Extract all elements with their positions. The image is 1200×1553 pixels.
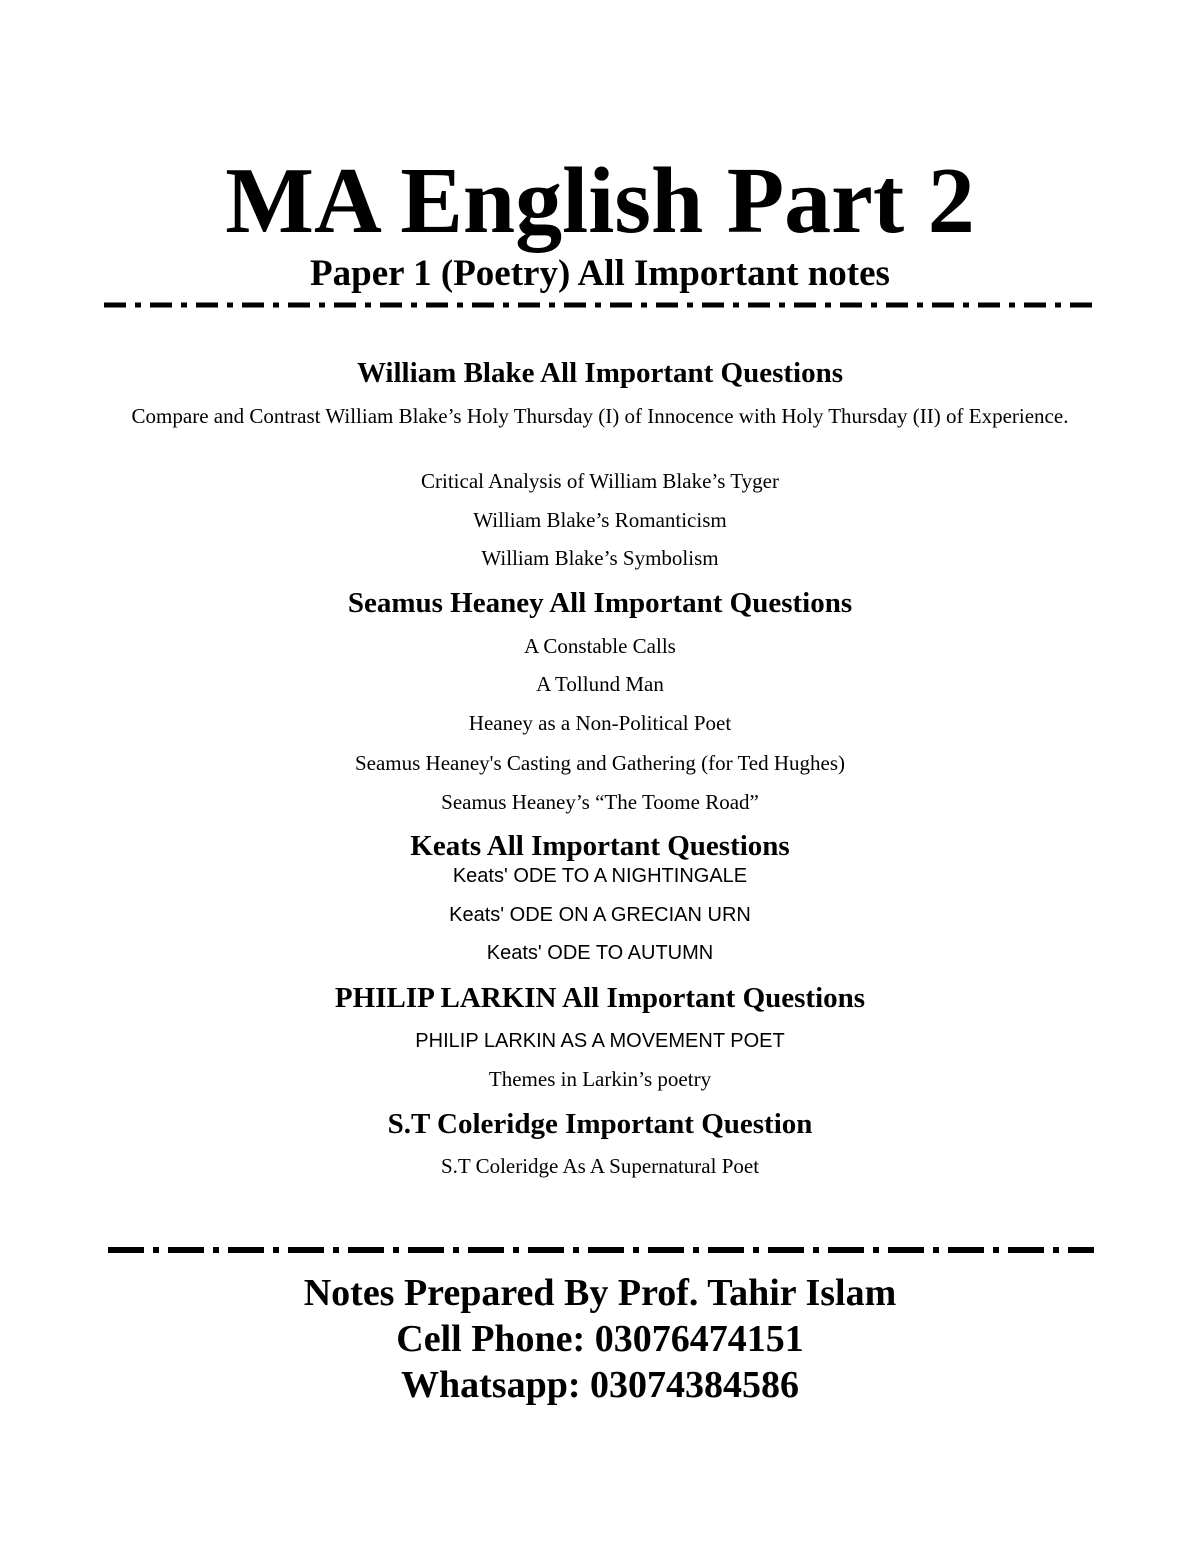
list-item: PHILIP LARKIN AS A MOVEMENT POET: [415, 1030, 785, 1052]
footer-cell-phone: Cell Phone: 03076474151: [396, 1318, 804, 1360]
list-item: A Tollund Man: [536, 672, 664, 696]
list-item: Seamus Heaney’s “The Toome Road”: [441, 790, 759, 814]
list-item: S.T Coleridge As A Supernatural Poet: [440, 1154, 760, 1178]
document-subtitle: Paper 1 (Poetry) All Important notes: [310, 253, 890, 294]
document-title: MA English Part 2: [225, 149, 975, 253]
list-item: A Constable Calls: [524, 634, 676, 658]
list-item: Critical Analysis of William Blake’s Tyger: [421, 469, 779, 493]
list-item: Keats' ODE ON A GRECIAN URN: [449, 904, 751, 926]
list-item: William Blake’s Romanticism: [473, 508, 727, 532]
section-heading-philip-larkin: PHILIP LARKIN All Important Questions: [334, 982, 866, 1014]
section-heading-william-blake: William Blake All Important Questions: [356, 357, 844, 389]
footer-prepared-by: Notes Prepared By Prof. Tahir Islam: [303, 1272, 897, 1314]
top-dash-dot-divider: [104, 299, 1094, 311]
list-item: Heaney as a Non-Political Poet: [468, 711, 732, 735]
section-heading-seamus-heaney: Seamus Heaney All Important Questions: [347, 587, 853, 619]
list-item: Keats' ODE TO AUTUMN: [486, 942, 714, 964]
bottom-dash-dot-divider: [104, 1243, 1094, 1257]
list-item: Keats' ODE TO A NIGHTINGALE: [452, 865, 748, 887]
section-heading-keats: Keats All Important Questions: [410, 830, 790, 862]
list-item: Compare and Contrast William Blake’s Holy Thursday (I) of Innocence with Holy Thursday (II) of Experience.: [131, 404, 1069, 428]
list-item: Seamus Heaney's Casting and Gathering (for Ted Hughes): [354, 751, 846, 775]
list-item: William Blake’s Symbolism: [481, 546, 719, 570]
list-item: Themes in Larkin’s poetry: [488, 1067, 712, 1091]
footer-whatsapp: Whatsapp: 03074384586: [401, 1364, 799, 1406]
section-heading-st-coleridge: S.T Coleridge Important Question: [387, 1108, 813, 1140]
